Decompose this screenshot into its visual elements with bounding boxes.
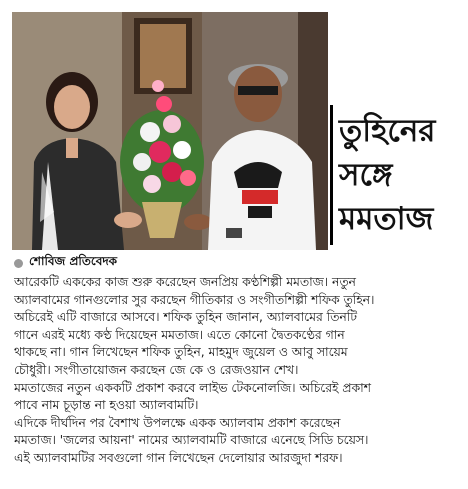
photo-illustration [12,12,328,250]
body-line: এই অ্যালবামটির সবগুলো গান লিখেছেন দেলোয়ার আরজুদা শরফ। [14,450,343,465]
body-line: এদিকে দীর্ঘদিন পর বৈশাখ উপলক্ষে একক অ্যালবাম প্রকাশ করেছেন [14,415,341,430]
bullet-icon [14,259,23,268]
article-body [14,274,458,468]
body-line: পাবে নাম চূড়ান্ত না হওয়া অ্যালবামটি। [14,398,199,413]
byline [14,254,117,272]
body-line: মমতাজ। 'জলের আয়না' নামের অ্যালবামটি বাজারে এনেছে সিডি চয়েস। [14,433,369,448]
body-line: চৌধুরী। সংগীতায়োজন করছেন জে কে ও রেজওয়ান শেখ। [14,362,299,377]
headline [330,105,466,245]
body-line: মমতাজের নতুন এককটি প্রকাশ করবে লাইভ টেকনোলজি। অচিরেই প্রকাশ [14,380,371,395]
byline-text: শোবিজ প্রতিবেদক [29,254,118,268]
headline-line-3: মমতাজ [339,201,434,237]
body-line: আরেকটি এককের কাজ শুরু করেছেন জনপ্রিয় কণ্ঠশিল্পী মমতাজ। নতুন [14,275,356,289]
news-photo [12,12,328,250]
body-line: অ্যালবামের গানগুলোর সুর করছেন গীতিকার ও সংগীতশিল্পী শফিক তুহিন। [14,292,375,307]
headline-line-1: তুহিনের [339,113,436,149]
body-line: অচিরেই এটি বাজারে আসবে। শফিক তুহিন জানান, অ্যালবামের তিনটি [14,310,357,325]
body-line: থাকছে না। গান লিখেছেন শফিক তুহিন, মাহমুদ জুয়েল ও আবু সায়েম [14,345,348,360]
headline-line-2: সঙ্গে [339,157,393,193]
body-line: গানে এরই মধ্যে কণ্ঠ দিয়েছেন মমতাজ। এতে কোনো দ্বৈতকণ্ঠের গান [14,327,345,342]
